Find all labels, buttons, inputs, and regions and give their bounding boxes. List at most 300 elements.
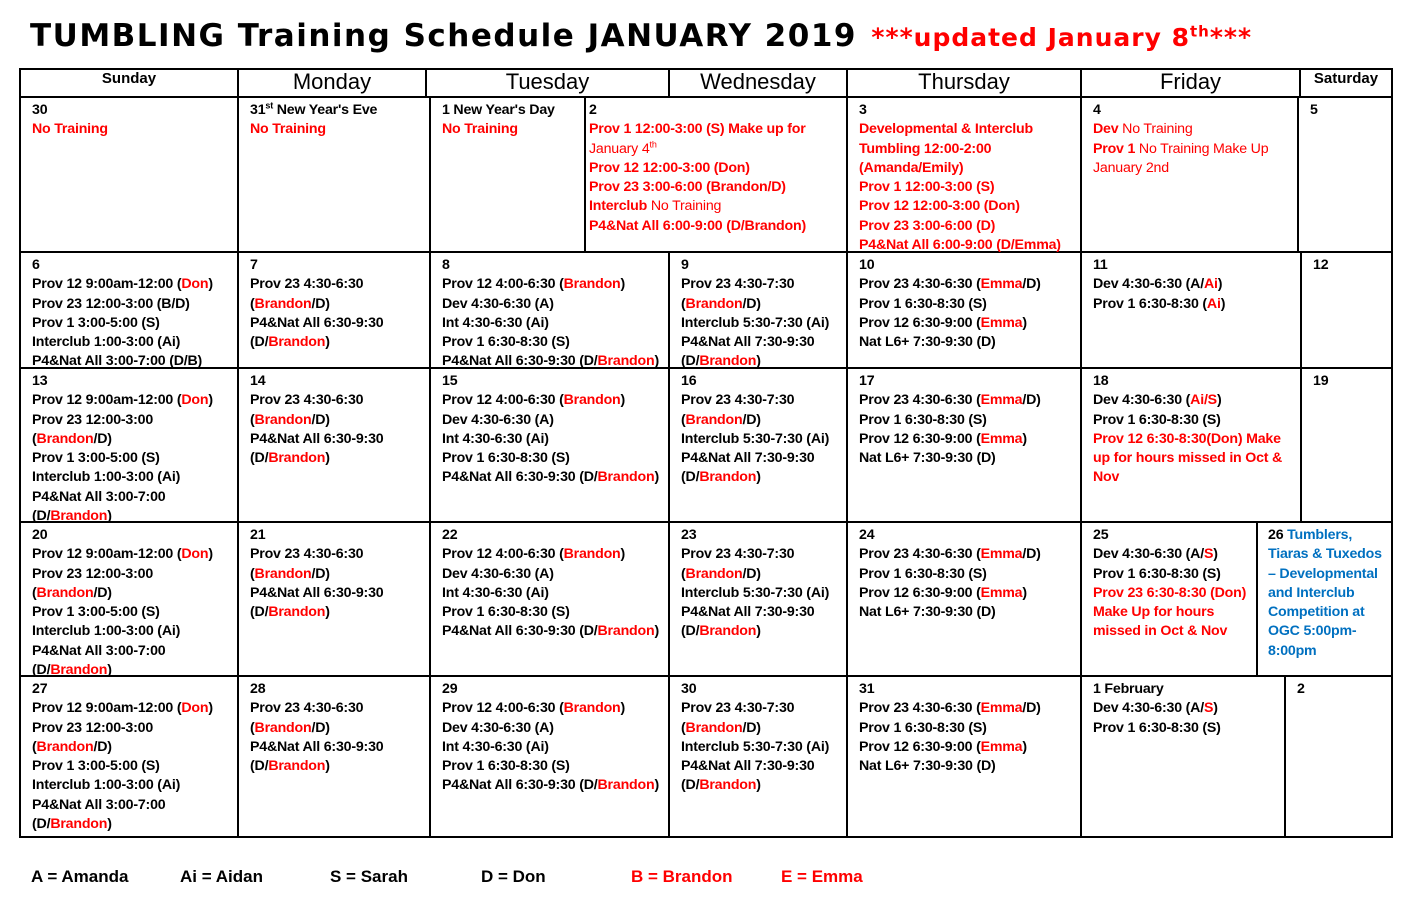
entry (859, 545, 1076, 564)
entry: Prov 1 12:00-3:00 (S) (859, 179, 995, 196)
day-cell (431, 369, 668, 521)
date-label: 1 February (1093, 681, 1164, 697)
entry-text: Prov 23 4:30-6:30 ( (859, 546, 981, 563)
entry-text: /D) (93, 584, 112, 601)
entry: Developmental & Interclub (859, 121, 1033, 138)
day-cell (1082, 253, 1300, 367)
entry: Interclub 1:00-3:00 (Ai) (32, 469, 181, 486)
coach-name: Brandon (254, 719, 312, 736)
day-cell (670, 253, 846, 370)
entry: No Training (250, 121, 326, 138)
entry: Prov 1 6:30-8:30 (S) (859, 295, 987, 312)
entry-text: ( (250, 295, 255, 312)
day-cell (239, 523, 429, 675)
entry-text: P4&Nat All 6:30-9:30 (D/ (442, 469, 598, 486)
date-label: 20 (32, 527, 48, 543)
entry-text: ) (325, 604, 330, 621)
coach-name: Emma (980, 700, 1023, 717)
date-label: 25 (1093, 527, 1109, 543)
date-label: 12 (1313, 257, 1329, 273)
grid-line (1391, 68, 1393, 838)
date-label: 7 (250, 257, 258, 273)
day-cell (21, 523, 237, 679)
entry-text: ) (756, 623, 761, 640)
entry: Prov 23 3:00-6:00 (D) (859, 217, 996, 234)
coach-name: Brandon (597, 777, 655, 794)
coach-name: Brandon (597, 353, 655, 370)
entry: Nat L6+ 7:30-9:30 (D) (859, 450, 996, 467)
day-cell (1286, 677, 1391, 836)
date-label: 23 (681, 527, 697, 543)
entry-text: ( (681, 411, 686, 428)
coach-name: Brandon (50, 816, 108, 833)
entry-text: ( (32, 584, 37, 601)
day-cell (848, 253, 1080, 367)
entry-text: /D) (742, 295, 761, 312)
entry-text: /D) (311, 411, 330, 428)
entry (442, 545, 664, 564)
date-label: 3 (859, 102, 867, 118)
day-cell (21, 253, 237, 370)
entry-text: ) (1022, 430, 1027, 447)
entry-text: (D/ (250, 758, 269, 775)
day-cell (1082, 677, 1284, 836)
entry-text: ) (1022, 584, 1027, 601)
entry: Prov 1 6:30-8:30 (S) (1093, 719, 1221, 736)
date-number: 31 (250, 102, 266, 118)
entry (1093, 391, 1286, 410)
entry (589, 217, 842, 236)
entry-text: (D/ (681, 777, 700, 794)
event-entry (1268, 526, 1388, 661)
coach-name: Brandon (597, 469, 655, 486)
entry: Int 4:30-6:30 (Ai) (442, 584, 549, 601)
entry: P4&Nat All 7:30-9:30 (681, 758, 815, 775)
coach-name: Brandon (699, 469, 757, 486)
entry-text: ) (1213, 700, 1218, 717)
entry-text: ) (107, 816, 112, 833)
entry-text: ( (681, 565, 686, 582)
date-sup: st (265, 100, 273, 111)
entry: Prov 1 6:30-8:30 (S) (859, 719, 987, 736)
entry (859, 584, 1076, 603)
entry: Prov 23 12:00-3:00 (32, 411, 154, 428)
entry: P4&Nat All 7:30-9:30 (681, 450, 815, 467)
entry-sup: th (649, 138, 657, 149)
entry (442, 622, 664, 641)
entry-text: Prov 1 (1093, 140, 1136, 157)
coach-name: Brandon (268, 334, 326, 351)
entry: Prov 1 6:30-8:30 (S) (442, 758, 570, 775)
entry (589, 140, 842, 159)
header-friday: Friday (1159, 69, 1222, 94)
entry (859, 314, 1076, 333)
entry-text: /D) (311, 719, 330, 736)
entry-text: (D/ (32, 508, 51, 525)
entry (32, 391, 233, 410)
day-cell (239, 98, 429, 251)
entry: Nat L6+ 7:30-9:30 (D) (859, 334, 996, 351)
coach-name: Emma (980, 392, 1023, 409)
entry: Prov 12 6:30-8:30(Don) Make up for hours missed in Oct & Nov (1093, 430, 1283, 486)
entry-text: P4&Nat All 6:30-9:30 (D/ (442, 623, 598, 640)
day-cell (586, 98, 846, 251)
entry-text: ) (208, 546, 213, 563)
entry: P4&Nat All 6:30-9:30 (250, 314, 384, 331)
entry-text: ) (1220, 295, 1226, 312)
entry-text: /D) (93, 430, 112, 447)
entry-text: /D) (1022, 700, 1041, 717)
entry: Dev 4:30-6:30 (A) (442, 719, 554, 736)
entry-text: No Training Make Up (1135, 140, 1269, 157)
entry: Prov 23 4:30-6:30 (250, 546, 364, 563)
entry: Prov 1 6:30-8:30 (S) (442, 450, 570, 467)
coach-name: Brandon (699, 777, 757, 794)
entry (32, 584, 233, 603)
coach-name: Brandon (597, 623, 655, 640)
entry (589, 197, 842, 216)
day-cell (431, 98, 584, 251)
updated-text: ***updated January 8 (871, 23, 1190, 52)
date-label: 14 (250, 373, 266, 389)
legend-item: A = Amanda (31, 867, 129, 886)
entry-text: Prov 12 4:00-6:30 ( (442, 700, 564, 717)
entry-text: ) (107, 508, 112, 525)
day-cell (431, 253, 668, 370)
entry-text: ) (620, 546, 626, 563)
entry (1093, 295, 1296, 314)
entry (250, 449, 425, 468)
date-label: 11 (1093, 257, 1108, 273)
entry: Dev 4:30-6:30 (A) (442, 411, 554, 428)
entry: Make Up for hours (1093, 604, 1215, 621)
coach-name: Brandon (254, 565, 312, 582)
date-label: 24 (859, 527, 875, 543)
entry (32, 699, 233, 718)
date-label: 31 (859, 681, 875, 697)
date-label: 6 (32, 257, 40, 273)
coach-name: Ai/S (1190, 392, 1217, 409)
entry-text: ) (654, 623, 659, 640)
entry: Prov 23 12:00-3:00 (32, 719, 154, 736)
entry (681, 295, 842, 314)
coach-name: Emma (980, 314, 1023, 331)
entry-text: Prov 1 6:30-8:30 ( (1093, 295, 1207, 312)
entry (859, 275, 1076, 294)
entry (32, 275, 233, 294)
entry-text: P4&Nat All 6:30-9:30 (D/ (442, 777, 598, 794)
entry: Prov 1 6:30-8:30 (S) (859, 411, 987, 428)
entry-text: P4&Nat All (589, 217, 660, 234)
entry: Interclub 1:00-3:00 (Ai) (32, 334, 181, 351)
date-label: 19 (1313, 373, 1329, 389)
coach-name: Brandon (254, 295, 312, 312)
entry-text: (D/ (250, 334, 269, 351)
date-label: 18 (1093, 373, 1109, 389)
entry-text: ) (654, 469, 659, 486)
day-cell (1082, 523, 1256, 675)
coach-name: Brandon (685, 719, 743, 736)
entry (859, 430, 1076, 449)
entry (442, 776, 664, 795)
entry-text: ( (681, 719, 686, 736)
entry-text: ) (208, 276, 213, 293)
entry-text: Dev (1093, 121, 1119, 138)
header-sunday: Sunday (101, 70, 157, 87)
entry-text: ) (1213, 546, 1218, 563)
entry-text: Prov 12 6:30-9:00 ( (859, 430, 981, 447)
entry-text: (D/ (250, 450, 269, 467)
entry (250, 411, 425, 430)
entry: Prov 23 12:00-3:00 (B/D) (32, 295, 190, 312)
day-cell (1302, 369, 1391, 521)
coach-name: Emma (980, 430, 1023, 447)
entry-text: ) (756, 353, 761, 370)
event-text: Tumblers, Tiaras & Tuxedos – Developmental and Interclub Competition at OGC 5:00pm-8:00pm (1268, 527, 1382, 659)
coach-name: Brandon (36, 430, 94, 447)
entry: Interclub 5:30-7:30 (Ai) (681, 314, 830, 331)
entry-text: Prov 12 9:00am-12:00 ( (32, 700, 182, 717)
entry-text: 6:00-9:00 (D/Emma) (929, 237, 1061, 254)
coach-name: Brandon (685, 565, 743, 582)
entry-text: Dev 4:30-6:30 (A/ (1093, 546, 1204, 563)
entry (32, 815, 233, 834)
entry-text: No Training (647, 198, 722, 215)
header-wednesday: Wednesday (700, 69, 816, 94)
entry: P4&Nat All 3:00-7:00 (32, 796, 166, 813)
entry-text: (D/ (32, 662, 51, 679)
entry-text: Interclub (589, 198, 648, 215)
entry-text: ( (250, 719, 255, 736)
day-cell (239, 677, 429, 836)
entry: Prov 23 4:30-7:30 (681, 700, 795, 717)
coach-name: Emma (980, 546, 1023, 563)
entry-text: Prov 12 6:30-9:00 ( (859, 584, 981, 601)
entry: Interclub 1:00-3:00 (Ai) (32, 777, 181, 794)
entry: Prov 23 4:30-6:30 (250, 700, 364, 717)
date-label: 4 (1093, 102, 1101, 118)
legend-item: S = Sarah (330, 867, 408, 886)
coach-name: Brandon (563, 700, 621, 717)
entry: Prov 1 12:00-3:00 (S) Make up for (589, 121, 806, 138)
entry (1093, 275, 1296, 294)
date-label: 28 (250, 681, 266, 697)
entry: No Training (442, 121, 518, 138)
day-cell (21, 98, 237, 251)
entry-text: ( (32, 738, 37, 755)
entry-text: /D) (1022, 546, 1041, 563)
coach-name: Emma (980, 276, 1023, 293)
entry: Prov 1 6:30-8:30 (S) (442, 604, 570, 621)
entry-text: /D) (742, 719, 761, 736)
entry-text: Prov 12 4:00-6:30 ( (442, 392, 564, 409)
day-cell (1258, 523, 1391, 675)
updated-sup: th (1189, 22, 1210, 41)
entry: Prov 1 3:00-5:00 (S) (32, 450, 160, 467)
entry-text: /D) (1022, 392, 1041, 409)
entry: Interclub 5:30-7:30 (Ai) (681, 738, 830, 755)
entry: Prov 23 4:30-7:30 (681, 392, 795, 409)
entry (250, 333, 425, 352)
coach-name: Brandon (36, 584, 94, 601)
day-cell (1302, 253, 1391, 367)
date-label: 22 (442, 527, 458, 543)
day-cell (1082, 98, 1297, 251)
entry-text: ) (208, 392, 213, 409)
coach-name: Brandon (699, 353, 757, 370)
coach-name: Ai (1206, 295, 1221, 312)
entry (250, 757, 425, 776)
date-label: 2 (1297, 681, 1305, 697)
date-label: 27 (32, 681, 48, 697)
coach-name: Brandon (254, 411, 312, 428)
entry: Prov 1 3:00-5:00 (S) (32, 314, 160, 331)
date-label: 2 (589, 102, 597, 118)
day-cell (239, 369, 429, 521)
grid-line (20, 836, 1392, 838)
title-main: TUMBLING Training Schedule JANUARY 2019 (30, 18, 857, 54)
date-label (250, 101, 425, 120)
entry: P4&Nat All 6:30-9:30 (250, 584, 384, 601)
entry (32, 545, 233, 564)
entry-text: ) (325, 450, 330, 467)
entry-text: ) (208, 700, 213, 717)
entry-text: ) (325, 334, 330, 351)
date-label: 9 (681, 257, 689, 273)
entry-text: Prov 23 4:30-6:30 ( (859, 392, 981, 409)
entry: January 2nd (1093, 159, 1169, 176)
entry (859, 699, 1076, 718)
title-updated (871, 23, 1252, 52)
day-cell (431, 523, 668, 675)
entry (442, 391, 664, 410)
coach-name: Brandon (685, 411, 743, 428)
entry-text: (D/ (681, 469, 700, 486)
day-cell (431, 677, 668, 836)
day-cell (21, 369, 237, 525)
date-label: 29 (442, 681, 458, 697)
date-label: 21 (250, 527, 266, 543)
legend-item: D = Don (481, 867, 546, 886)
coach-name: Brandon (268, 604, 326, 621)
entry (1093, 120, 1293, 139)
entry: Prov 23 4:30-7:30 (681, 276, 795, 293)
coach-name: Brandon (36, 738, 94, 755)
entry-text: Prov 23 4:30-6:30 ( (859, 276, 981, 293)
entry-text: Prov 12 4:00-6:30 ( (442, 276, 564, 293)
entry (250, 603, 425, 622)
entry-text: ) (1217, 276, 1223, 293)
coach-name: Ai (1203, 276, 1218, 293)
entry-text: (D/ (250, 604, 269, 621)
entry: Prov 23 4:30-6:30 (250, 276, 364, 293)
date-label: 30 (681, 681, 697, 697)
entry-text: ) (620, 392, 626, 409)
entry: P4&Nat All 6:30-9:30 (250, 738, 384, 755)
entry (859, 391, 1076, 410)
day-cell (670, 369, 846, 521)
holiday-name: New Year's Eve (273, 102, 378, 118)
entry-text: ) (1216, 392, 1222, 409)
entry: Prov 23 4:30-7:30 (681, 546, 795, 563)
coach-name: Brandon (50, 662, 108, 679)
entry-text: ) (1022, 738, 1027, 755)
day-cell (21, 677, 237, 836)
entry (681, 776, 842, 795)
entry (442, 275, 664, 294)
entry: No Training (32, 121, 108, 138)
coach-name: Brandon (685, 295, 743, 312)
entry-text: /D) (742, 565, 761, 582)
day-cell (848, 369, 1080, 521)
entry-text: Prov 23 4:30-6:30 ( (859, 700, 981, 717)
date-label: 16 (681, 373, 697, 389)
entry (681, 411, 842, 430)
entry: Interclub 5:30-7:30 (Ai) (681, 430, 830, 447)
day-cell (1082, 369, 1300, 521)
entry-text: /D) (1022, 276, 1041, 293)
updated-suffix: *** (1209, 23, 1253, 52)
legend-item: E = Emma (781, 867, 863, 886)
day-cell (848, 98, 1080, 254)
coach-name: Don (181, 546, 209, 563)
entry-text: No Training (1118, 121, 1193, 138)
entry-text: Prov 12 9:00am-12:00 ( (32, 392, 182, 409)
entry: Tumbling 12:00-2:00 (859, 140, 992, 157)
date-label: 10 (859, 257, 875, 273)
entry: P4&Nat All 3:00-7:00 (32, 488, 166, 505)
entry (681, 565, 842, 584)
header-saturday: Saturday (1313, 70, 1379, 87)
entry: P4&Nat All 3:00-7:00 (D/B) (32, 353, 203, 370)
coach-name: Don (181, 392, 209, 409)
entry-text: ) (620, 276, 626, 293)
entry: P4&Nat All 7:30-9:30 (681, 334, 815, 351)
entry-text: Dev 4:30-6:30 ( (1093, 392, 1191, 409)
coach-name: Brandon (50, 508, 108, 525)
entry-text: Dev 4:30-6:30 (A/ (1093, 276, 1204, 293)
entry (442, 699, 664, 718)
entry-text: /D) (742, 411, 761, 428)
entry-text: (D/ (32, 816, 51, 833)
entry: Prov 23 4:30-6:30 (250, 392, 364, 409)
entry: Prov 1 3:00-5:00 (S) (32, 604, 160, 621)
entry: Dev 4:30-6:30 (A) (442, 565, 554, 582)
entry (250, 565, 425, 584)
header-monday: Monday (292, 69, 372, 94)
entry (1093, 699, 1280, 718)
date-label: 15 (442, 373, 458, 389)
coach-name: Brandon (563, 276, 621, 293)
entry: P4&Nat All 7:30-9:30 (681, 604, 815, 621)
date-label: 26 (1268, 527, 1284, 543)
page-title (30, 18, 1252, 54)
entry-text: 6:00-9:00 (D/Brandon) (659, 217, 806, 234)
coach-name: Don (181, 276, 209, 293)
date-label: 1 New Year's Day (442, 102, 555, 118)
entry: Prov 1 6:30-8:30 (S) (1093, 411, 1221, 428)
entry: Interclub 5:30-7:30 (Ai) (681, 584, 830, 601)
entry (681, 719, 842, 738)
entry-text: ) (654, 777, 659, 794)
entry-text: ) (1022, 314, 1027, 331)
coach-name: Emma (980, 584, 1023, 601)
entry-text: ) (756, 777, 761, 794)
entry-text: January 4 (589, 140, 650, 157)
entry (1093, 545, 1252, 564)
entry-text: ) (107, 662, 112, 679)
legend-item: Ai = Aidan (180, 867, 263, 886)
